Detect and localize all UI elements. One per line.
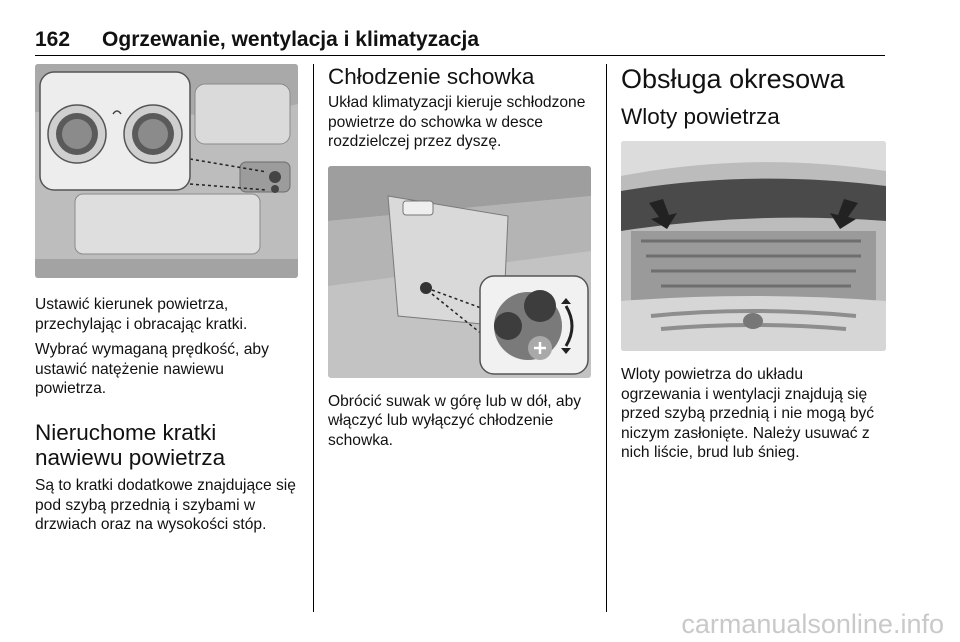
section-heading-fixed-vents: Nieruchome kratki nawiewu powietrza [35, 419, 226, 470]
section-heading-glovebox-cooling: Chłodzenie schowka [328, 64, 535, 89]
glovebox-cooling-illustration [328, 166, 591, 378]
section-heading-maintenance: Obsługa okresowa [621, 64, 845, 94]
page-number: 162 [35, 28, 71, 51]
header-divider [35, 55, 885, 56]
column-middle [328, 64, 593, 457]
page-header [35, 28, 885, 54]
col1-paragraph-2: Wybrać wymaganą prędkość, aby ustawić natężenie nawiewu powietrza. [35, 341, 269, 398]
chapter-title: Ogrzewanie, wentylacja i klimatyzacja [102, 28, 480, 51]
column-divider-1 [313, 64, 314, 612]
subheading-air-inlets: Wloty powietrza [621, 104, 780, 129]
col3-paragraph-1: Wloty powietrza do układu ogrzewania i wentylacji znajdują się przed szybą przednią i nie mogą być niczym zasłonięte. Należy usuwać z nich liście, brud lub śnieg. [621, 366, 875, 462]
column-left [35, 64, 298, 541]
col1-paragraph-3: Są to kratki dodatkowe znajdujące się pod szybą przednią i szybami w drzwiach oraz na wysokości stóp. [35, 476, 296, 534]
air-inlets-illustration [621, 141, 886, 351]
column-divider-2 [606, 64, 607, 612]
col2-paragraph-2: Obrócić suwak w górę lub w dół, aby włączyć lub wyłączyć chłodzenie schowka. [328, 392, 582, 449]
column-right [621, 64, 886, 469]
air-vent-controls-illustration [35, 64, 298, 278]
col2-paragraph-1: Układ klimatyzacji kieruje schłodzone powietrze do schowka w desce rozdzielczej przez dyszę. [328, 94, 586, 151]
col1-paragraph-1: Ustawić kierunek powietrza, przechylając i obracając kratki. [35, 296, 248, 333]
watermark: carmanualsonline.info [681, 609, 944, 639]
